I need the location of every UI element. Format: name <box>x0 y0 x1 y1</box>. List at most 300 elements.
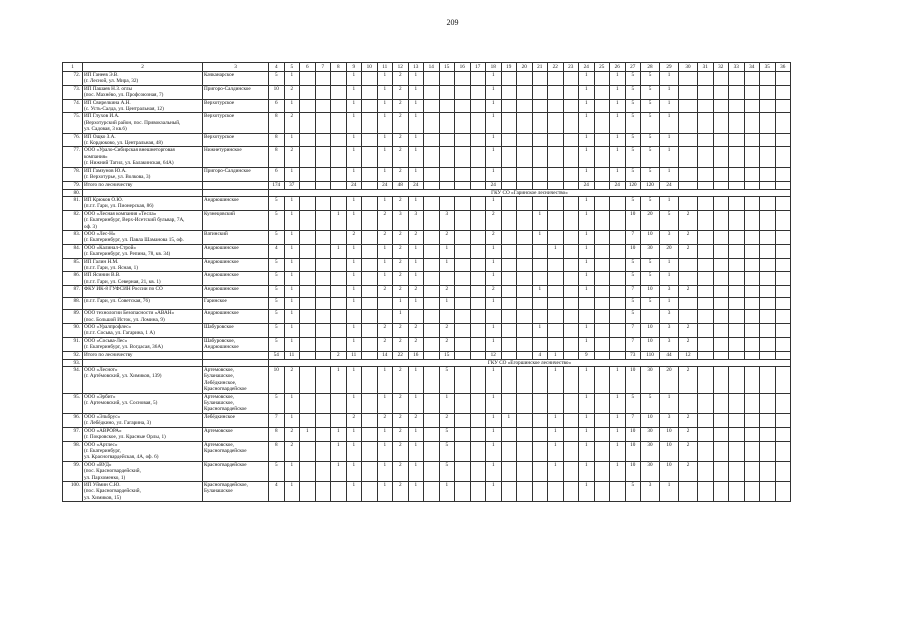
value-col-31 <box>698 113 714 133</box>
value-col-27-text: 5 <box>631 167 635 174</box>
value-col-15 <box>439 393 455 413</box>
value-col-33 <box>729 298 745 310</box>
value-col-15-text: 5 <box>445 461 449 468</box>
value-col-19 <box>501 230 517 244</box>
value-col-30-text: 2 <box>686 337 690 344</box>
value-col-26-text: 1 <box>615 99 619 106</box>
value-col-24 <box>579 351 595 359</box>
value-col-26 <box>610 337 626 351</box>
value-col-13 <box>408 461 424 481</box>
forestry-district <box>203 427 269 441</box>
value-col-22 <box>548 324 564 338</box>
value-col-17 <box>470 310 486 324</box>
value-col-6 <box>300 324 316 338</box>
value-col-22 <box>548 258 564 272</box>
value-col-25 <box>594 367 610 394</box>
value-col-5 <box>284 481 300 501</box>
value-col-4-text: 6 <box>274 167 278 174</box>
value-col-18-text: 1 <box>491 413 495 420</box>
header-cell-26-text: 26 <box>614 63 620 70</box>
header-cell-8-text: 8 <box>336 63 340 70</box>
value-col-5-text: 1 <box>290 481 294 488</box>
value-col-5-text: 11 <box>289 351 295 358</box>
value-col-10 <box>362 367 378 394</box>
value-col-10 <box>362 147 378 167</box>
value-col-28-text: 10 <box>647 413 653 420</box>
value-col-5 <box>284 310 300 324</box>
value-col-24 <box>579 324 595 338</box>
value-col-4 <box>269 72 285 86</box>
value-col-21 <box>532 181 548 189</box>
value-col-16 <box>455 181 471 189</box>
organization-name-text: ИП Глухов И.А. (Верхотурский район, пос. Привокзальный, ул. Садовая, 3 кв.6) <box>84 113 181 133</box>
value-col-35 <box>760 324 776 338</box>
value-col-36 <box>775 181 791 189</box>
value-col-25 <box>594 481 610 501</box>
value-col-28-text: 30 <box>647 461 653 468</box>
value-col-12-text: 2 <box>398 286 402 293</box>
section-title <box>269 189 791 196</box>
value-col-15-text: 5 <box>445 427 449 434</box>
value-col-32 <box>713 461 729 481</box>
header-cell-11 <box>377 63 393 72</box>
organization-name <box>83 413 203 427</box>
value-col-29-text: 1 <box>667 393 671 400</box>
row-number <box>63 167 83 181</box>
value-col-34 <box>744 244 760 258</box>
value-col-29-text: 1 <box>667 85 671 92</box>
value-col-13 <box>408 413 424 427</box>
value-col-14 <box>424 99 440 113</box>
value-col-11 <box>377 196 393 210</box>
value-col-25 <box>594 196 610 210</box>
value-col-8 <box>331 286 347 298</box>
value-col-32 <box>713 72 729 86</box>
value-col-24-text: 1 <box>584 244 588 251</box>
value-col-9-text: 1 <box>352 441 356 448</box>
section-title-text: ГКУ СО «Егоршинское лесничество» <box>487 359 572 366</box>
value-col-35 <box>760 147 776 167</box>
value-col-36 <box>775 427 791 441</box>
value-col-24-text: 1 <box>584 337 588 344</box>
forestry-district-text: Пригоро-Салдинское <box>204 167 251 174</box>
value-col-20 <box>517 113 533 133</box>
row-number-text: 96. <box>73 413 80 420</box>
value-col-11-text: 1 <box>383 147 387 154</box>
value-col-12-text: 2 <box>398 427 402 434</box>
value-col-4 <box>269 272 285 286</box>
value-col-26 <box>610 113 626 133</box>
value-col-36 <box>775 272 791 286</box>
organization-name <box>83 99 203 113</box>
value-col-5-text: 1 <box>290 461 294 468</box>
value-col-26-text: 1 <box>615 461 619 468</box>
organization-name <box>83 244 203 258</box>
value-col-4 <box>269 286 285 298</box>
value-col-18 <box>486 324 502 338</box>
value-col-8 <box>331 351 347 359</box>
value-col-23 <box>563 72 579 86</box>
value-col-6 <box>300 427 316 441</box>
value-col-14 <box>424 310 440 324</box>
value-col-15 <box>439 147 455 167</box>
value-col-20 <box>517 286 533 298</box>
value-col-24-text: 1 <box>584 393 588 400</box>
value-col-29 <box>660 113 679 133</box>
value-col-10 <box>362 337 378 351</box>
value-col-18-text: 1 <box>491 196 495 203</box>
header-cell-28-text: 28 <box>647 63 653 70</box>
header-cell-15 <box>439 63 455 72</box>
value-col-10 <box>362 244 378 258</box>
value-col-14 <box>424 210 440 230</box>
value-col-11 <box>377 427 393 441</box>
value-col-9-text: 1 <box>352 244 356 251</box>
value-col-21 <box>532 167 548 181</box>
value-col-12-text: 3 <box>398 210 402 217</box>
value-col-27 <box>625 99 641 113</box>
value-col-10 <box>362 393 378 413</box>
value-col-35 <box>760 258 776 272</box>
value-col-34 <box>744 85 760 99</box>
value-col-19 <box>501 196 517 210</box>
value-col-15 <box>439 258 455 272</box>
value-col-36 <box>775 351 791 359</box>
value-col-32 <box>713 298 729 310</box>
table-row <box>63 196 791 210</box>
value-col-27-text: 10 <box>630 367 636 374</box>
row-number-text: 99. <box>73 461 80 468</box>
value-col-34 <box>744 367 760 394</box>
header-cell-17-text: 17 <box>475 63 481 70</box>
value-col-13 <box>408 337 424 351</box>
value-col-19 <box>501 481 517 501</box>
value-col-18-text: 1 <box>491 427 495 434</box>
value-col-28 <box>641 298 660 310</box>
header-cell-29 <box>660 63 679 72</box>
value-col-9 <box>346 181 362 189</box>
value-col-36 <box>775 461 791 481</box>
value-col-35 <box>760 210 776 230</box>
value-col-18-text: 1 <box>491 324 495 330</box>
value-col-12 <box>393 298 409 310</box>
value-col-27-text: 10 <box>630 244 636 251</box>
value-col-26 <box>610 133 626 147</box>
value-col-19 <box>501 272 517 286</box>
forestry-district-text: Качканарское <box>204 72 235 78</box>
forestry-district <box>203 298 269 310</box>
value-col-25 <box>594 337 610 351</box>
value-col-24-text: 1 <box>584 481 588 488</box>
value-col-5 <box>284 244 300 258</box>
value-col-8 <box>331 210 347 230</box>
row-number-text: 85. <box>73 258 80 265</box>
value-col-11-text: 1 <box>383 244 387 251</box>
value-col-31 <box>698 99 714 113</box>
value-col-5-text: 1 <box>290 310 294 317</box>
value-col-11-text: 2 <box>383 286 387 293</box>
forestry-district <box>203 113 269 133</box>
value-col-10 <box>362 210 378 230</box>
forestry-district-text: Гаринское <box>204 298 227 305</box>
value-col-13-text: 1 <box>414 298 418 305</box>
header-cell-10 <box>362 63 378 72</box>
value-col-4-text: 5 <box>274 393 278 400</box>
value-col-27-text: 5 <box>631 99 635 106</box>
value-col-28 <box>641 351 660 359</box>
value-col-9-text: 1 <box>352 85 356 92</box>
value-col-18 <box>486 99 502 113</box>
value-col-15 <box>439 413 455 427</box>
value-col-21 <box>532 310 548 324</box>
value-col-9 <box>346 427 362 441</box>
value-col-26-text: 1 <box>615 367 619 374</box>
value-col-32 <box>713 133 729 147</box>
value-col-30 <box>679 367 698 394</box>
header-cell-34-text: 34 <box>749 63 755 70</box>
value-col-34 <box>744 72 760 86</box>
value-col-12 <box>393 147 409 167</box>
value-col-13-text: 1 <box>414 85 418 92</box>
value-col-13 <box>408 351 424 359</box>
value-col-34 <box>744 99 760 113</box>
value-col-4-text: 5 <box>274 230 278 237</box>
value-col-24-text: 1 <box>584 133 588 140</box>
value-col-15 <box>439 133 455 147</box>
total-label <box>83 351 203 359</box>
organization-name <box>83 310 203 324</box>
value-col-29 <box>660 337 679 351</box>
value-col-27 <box>625 367 641 394</box>
header-cell-11-text: 11 <box>382 63 388 70</box>
value-col-27 <box>625 324 641 338</box>
value-col-21 <box>532 133 548 147</box>
value-col-34 <box>744 413 760 427</box>
empty-cell <box>83 359 203 366</box>
organization-name <box>83 324 203 338</box>
forestry-district <box>203 230 269 244</box>
value-col-35 <box>760 367 776 394</box>
row-number <box>63 113 83 133</box>
value-col-29-text: 24 <box>666 181 672 188</box>
header-cell-16 <box>455 63 471 72</box>
value-col-21 <box>532 244 548 258</box>
value-col-9-text: 1 <box>352 196 356 203</box>
value-col-5 <box>284 324 300 338</box>
value-col-21 <box>532 413 548 427</box>
value-col-29-text: 1 <box>667 258 671 265</box>
value-col-7 <box>315 393 331 413</box>
organization-name-text: ИП Ганеев Э.В. (г. Лесной, ул. Мира, 32) <box>84 72 139 85</box>
organization-name <box>83 298 203 310</box>
value-col-20 <box>517 413 533 427</box>
value-col-28-text: 5 <box>648 393 652 400</box>
value-col-12 <box>393 230 409 244</box>
row-number <box>63 133 83 147</box>
header-cell-14-text: 14 <box>428 63 434 70</box>
value-col-9 <box>346 258 362 272</box>
value-col-13-text: 2 <box>414 230 418 237</box>
row-number <box>63 324 83 338</box>
value-col-19 <box>501 147 517 167</box>
value-col-29 <box>660 427 679 441</box>
value-col-27 <box>625 461 641 481</box>
value-col-9 <box>346 230 362 244</box>
value-col-24-text: 1 <box>584 147 588 154</box>
header-cell-13 <box>408 63 424 72</box>
value-col-27 <box>625 210 641 230</box>
value-col-20 <box>517 210 533 230</box>
value-col-5-text: 1 <box>290 258 294 265</box>
value-col-13-text: 1 <box>414 481 418 488</box>
value-col-14 <box>424 113 440 133</box>
data-table <box>62 62 791 502</box>
value-col-9 <box>346 298 362 310</box>
value-col-7 <box>315 324 331 338</box>
forestry-district-text: Пригоро-Салдинское <box>204 85 251 92</box>
value-col-29-text: 1 <box>667 147 671 154</box>
value-col-13 <box>408 441 424 461</box>
value-col-22-text: 1 <box>553 367 557 374</box>
value-col-29-text: 10 <box>666 461 672 468</box>
value-col-35 <box>760 244 776 258</box>
value-col-15 <box>439 85 455 99</box>
value-col-13 <box>408 324 424 338</box>
value-col-17 <box>470 272 486 286</box>
value-col-15-text: 2 <box>445 337 449 344</box>
value-col-11 <box>377 286 393 298</box>
value-col-9-text: 1 <box>352 393 356 400</box>
value-col-12 <box>393 324 409 338</box>
value-col-17 <box>470 244 486 258</box>
value-col-16 <box>455 367 471 394</box>
forestry-district <box>203 147 269 167</box>
value-col-23 <box>563 441 579 461</box>
value-col-10 <box>362 427 378 441</box>
value-col-9 <box>346 461 362 481</box>
value-col-16 <box>455 310 471 324</box>
value-col-11 <box>377 244 393 258</box>
value-col-22 <box>548 230 564 244</box>
forestry-district-text: Лебёдкинское <box>204 413 235 420</box>
value-col-9 <box>346 85 362 99</box>
value-col-29 <box>660 481 679 501</box>
value-col-24 <box>579 230 595 244</box>
value-col-6 <box>300 147 316 167</box>
value-col-16 <box>455 393 471 413</box>
value-col-33 <box>729 85 745 99</box>
value-col-14 <box>424 298 440 310</box>
value-col-24 <box>579 181 595 189</box>
value-col-7 <box>315 210 331 230</box>
value-col-31 <box>698 210 714 230</box>
value-col-25 <box>594 298 610 310</box>
forestry-district <box>203 367 269 394</box>
value-col-15 <box>439 324 455 338</box>
value-col-14 <box>424 461 440 481</box>
value-col-31 <box>698 272 714 286</box>
value-col-22-text: 1 <box>553 427 557 434</box>
header-cell-6-text: 6 <box>305 63 309 70</box>
value-col-32 <box>713 196 729 210</box>
value-col-25 <box>594 210 610 230</box>
value-col-10 <box>362 181 378 189</box>
organization-name <box>83 113 203 133</box>
value-col-29-text: 1 <box>667 272 671 279</box>
value-col-19 <box>501 310 517 324</box>
value-col-28-text: 5 <box>648 167 652 174</box>
value-col-21 <box>532 337 548 351</box>
value-col-4-text: 5 <box>274 196 278 203</box>
value-col-22 <box>548 427 564 441</box>
value-col-12-text: 2 <box>398 85 402 92</box>
value-col-7 <box>315 461 331 481</box>
value-col-22-text: 1 <box>553 461 557 468</box>
value-col-15 <box>439 351 455 359</box>
value-col-13 <box>408 272 424 286</box>
value-col-14 <box>424 258 440 272</box>
value-col-9 <box>346 413 362 427</box>
value-col-20 <box>517 393 533 413</box>
value-col-11 <box>377 181 393 189</box>
value-col-23 <box>563 196 579 210</box>
value-col-16 <box>455 167 471 181</box>
value-col-22-text: 1 <box>553 413 557 420</box>
value-col-9-text: 2 <box>352 413 356 420</box>
value-col-27-text: 10 <box>630 461 636 468</box>
value-col-9-text: 1 <box>352 210 356 217</box>
value-col-5 <box>284 196 300 210</box>
row-number-text: 83. <box>73 230 80 237</box>
organization-name <box>83 133 203 147</box>
value-col-5 <box>284 367 300 394</box>
value-col-4 <box>269 258 285 272</box>
value-col-4-text: 4 <box>274 244 278 251</box>
value-col-31 <box>698 133 714 147</box>
value-col-13 <box>408 113 424 133</box>
value-col-32 <box>713 481 729 501</box>
value-col-7 <box>315 337 331 351</box>
value-col-23 <box>563 85 579 99</box>
value-col-31 <box>698 181 714 189</box>
value-col-10 <box>362 272 378 286</box>
value-col-36 <box>775 113 791 133</box>
value-col-18-text: 1 <box>491 244 495 251</box>
value-col-15 <box>439 244 455 258</box>
value-col-11 <box>377 133 393 147</box>
value-col-12-text: 1 <box>398 310 402 317</box>
value-col-18-text: 12 <box>490 351 496 358</box>
value-col-29 <box>660 210 679 230</box>
header-cell-31-text: 31 <box>702 63 708 70</box>
forestry-district <box>203 413 269 427</box>
value-col-4 <box>269 481 285 501</box>
value-col-21 <box>532 427 548 441</box>
value-col-24 <box>579 272 595 286</box>
value-col-29-text: 3 <box>667 413 671 420</box>
value-col-14 <box>424 72 440 86</box>
value-col-15-text: 3 <box>445 210 449 217</box>
value-col-30 <box>679 441 698 461</box>
value-col-27-text: 7 <box>631 324 635 330</box>
value-col-18-text: 2 <box>491 210 495 217</box>
value-col-20 <box>517 427 533 441</box>
value-col-30-text: 2 <box>686 230 690 237</box>
value-col-34 <box>744 427 760 441</box>
value-col-15 <box>439 230 455 244</box>
value-col-11 <box>377 441 393 461</box>
value-col-24 <box>579 133 595 147</box>
